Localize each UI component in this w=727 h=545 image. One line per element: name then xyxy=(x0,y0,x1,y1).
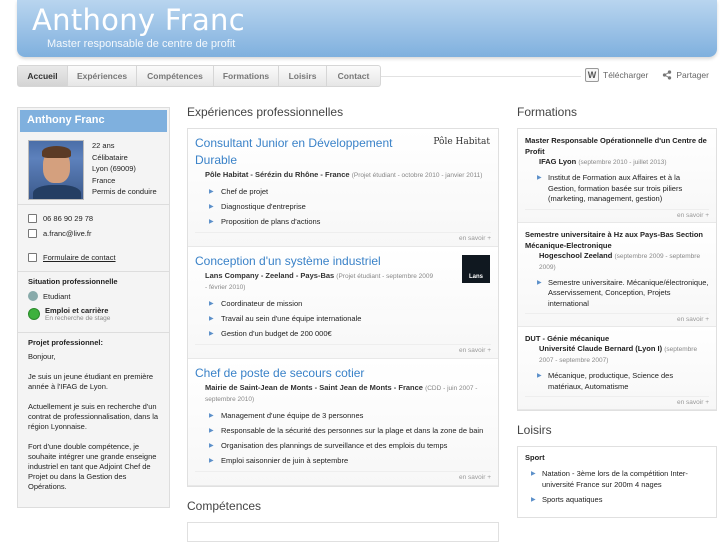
form-icon xyxy=(28,253,37,262)
right-column xyxy=(517,105,717,518)
task-item: ▶ Responsable de la sécurité des personnes sur la plage et dans la zone de bain xyxy=(209,426,491,436)
formation-title: Master Responsable Opérationnelle d'un Centre de Profit xyxy=(525,136,707,156)
formation-item xyxy=(518,327,716,410)
company-logo: Lans xyxy=(462,255,490,283)
more-link[interactable]: en savoir + xyxy=(525,396,709,406)
experience-company: Lans Company - Zeeland - Pays-Bas xyxy=(205,271,335,280)
situation-status: Etudiant xyxy=(43,291,71,301)
experience-item xyxy=(188,359,498,486)
job-title: Emploi et carrière xyxy=(45,306,109,315)
loisirs-category: Sport xyxy=(525,453,545,462)
profile-info xyxy=(84,140,157,200)
profile-license: Permis de conduire xyxy=(92,187,157,196)
task-item: ▶ Travail au sein d'une équipe internationale xyxy=(209,314,491,324)
email-icon xyxy=(28,229,37,238)
main-content xyxy=(187,105,499,542)
experiences-box xyxy=(187,128,499,487)
task-item: ▶ Chef de projet xyxy=(209,187,491,197)
task-item: ▶ Organisation des plannings de surveillance et des emplois du temps xyxy=(209,441,491,451)
contact-block xyxy=(18,205,169,271)
formation-dates: (septembre 2009 - septembre 2009) xyxy=(539,252,701,271)
profile-summary xyxy=(18,134,169,204)
experience-company: Mairie de Saint-Jean de Monts - Saint Jean de Monts - France xyxy=(205,383,423,392)
experience-title[interactable]: Conception d'un système industriel xyxy=(195,254,381,268)
projet-paragraph: Actuellement je suis en recherche d'un contrat de professionnalisation, dans la région Lyonnaise. xyxy=(28,402,159,431)
site-title: Anthony Franc xyxy=(32,3,245,37)
task-item: ▶ Proposition de plans d'actions xyxy=(209,217,491,227)
formation-school: Université Claude Bernard (Lyon I) xyxy=(539,344,663,353)
task-item: ▶ Coordinateur de mission xyxy=(209,299,491,309)
loisirs-box xyxy=(517,446,717,518)
experience-title[interactable]: Consultant Junior en Développement Durable xyxy=(195,136,393,167)
more-link[interactable]: en savoir + xyxy=(525,209,709,219)
loisir-item: ▶ Natation - 3ème lors de la compétition Inter-université France sur 200m 4 nages xyxy=(531,469,709,490)
projet-paragraph: Fort d'une double compétence, je souhaite intégrer une grande enseigne industriel en tant que Adjoint Chef de Projet ou dans la Gestion des Opérations. xyxy=(28,442,157,491)
profile-sidebar xyxy=(17,107,170,508)
projet-block xyxy=(18,333,169,507)
profile-country: France xyxy=(92,175,116,185)
share-link[interactable]: Partager xyxy=(676,70,709,80)
task-item: ▶ Gestion d'un budget de 200 000€ xyxy=(209,329,491,339)
phone-number: 06 86 90 29 78 xyxy=(43,214,94,223)
tab-experiences[interactable]: Expériences xyxy=(68,66,137,86)
formation-dates: (septembre 2007 - septembre 2007) xyxy=(539,346,698,364)
task-item: ▶ Diagnostique d'entreprise xyxy=(209,202,491,212)
person-icon xyxy=(28,291,38,301)
formation-point: ▶ Semestre universitaire. Mécanique/électronique, Asservissement, Conception, Projets international xyxy=(537,278,709,310)
situation-block xyxy=(18,272,169,332)
phone-icon xyxy=(28,214,37,223)
formation-point: ▶ Mécanique, productique, Science des matériaux, Automatisme xyxy=(537,371,709,392)
projet-heading: Projet professionnel: xyxy=(28,338,104,347)
tab-loisirs[interactable]: Loisirs xyxy=(279,66,327,86)
profile-city: Lyon (69009) xyxy=(92,164,136,173)
formation-dates: (septembre 2010 - juillet 2013) xyxy=(578,159,667,166)
formations-heading: Formations xyxy=(517,105,578,119)
site-subtitle: Master responsable de centre de profit xyxy=(47,38,236,50)
profile-title: Anthony Franc xyxy=(20,110,167,132)
email-address[interactable]: a.franc@live.fr xyxy=(43,229,92,238)
word-document-icon[interactable]: W xyxy=(585,68,599,82)
job-subtitle: En recherche de stage xyxy=(45,315,111,322)
competences-heading: Compétences xyxy=(187,499,262,513)
more-link[interactable]: en savoir + xyxy=(525,313,709,323)
more-link[interactable]: en savoir + xyxy=(195,232,491,242)
download-link[interactable]: Télécharger xyxy=(603,70,649,80)
loisir-item: ▶ Sports aquatiques xyxy=(531,495,709,506)
profile-status: Célibataire xyxy=(92,152,128,162)
experiences-heading: Expériences professionnelles xyxy=(187,105,344,119)
toolbar xyxy=(585,68,709,82)
projet-paragraph: Bonjour, xyxy=(28,352,56,361)
share-icon[interactable] xyxy=(662,70,672,80)
formation-item xyxy=(518,223,716,328)
experience-title[interactable]: Chef de poste de secours cotier xyxy=(195,366,365,380)
situation-heading: Situation professionnelle xyxy=(28,277,118,286)
experience-item xyxy=(188,129,498,247)
tab-contact[interactable]: Contact xyxy=(337,71,370,81)
task-item: ▶ Emploi saisonnier de juin à septembre xyxy=(209,456,491,466)
formation-school: Hogeschool Zeeland xyxy=(539,250,613,260)
more-link[interactable]: en savoir + xyxy=(195,471,491,481)
contact-form-link[interactable]: Formulaire de contact xyxy=(43,253,116,262)
experience-company: Pôle Habitat - Sérézin du Rhône - France xyxy=(205,170,350,179)
profile-age: 22 ans xyxy=(92,141,115,150)
experience-details: (CDD - juin 2007 - septembre 2010) xyxy=(205,385,478,403)
status-check-icon xyxy=(28,308,40,320)
tab-accueil[interactable]: Accueil xyxy=(18,66,68,86)
formation-item xyxy=(518,129,716,223)
nav-divider xyxy=(381,76,581,77)
company-logo: Pôle Habitat xyxy=(433,137,490,147)
main-nav xyxy=(17,65,381,87)
profile-card xyxy=(17,107,170,508)
more-link[interactable]: en savoir + xyxy=(195,344,491,354)
loisirs-heading: Loisirs xyxy=(517,423,552,437)
formation-title: DUT - Génie mécanique xyxy=(525,334,610,343)
experience-details: (Projet étudiant - octobre 2010 - janvier 2011) xyxy=(351,172,483,179)
header-banner xyxy=(17,0,717,57)
experience-item xyxy=(188,247,498,359)
projet-paragraph: Je suis un jeune étudiant en première année à l'IFAG de Lyon. xyxy=(28,372,154,391)
formation-point: ▶ Institut de Formation aux Affaires et à la Gestion, formation basée sur trois piliers (marketing, management, gestion) xyxy=(537,173,709,205)
tab-formations[interactable]: Formations xyxy=(214,66,279,86)
tab-competences[interactable]: Compétences xyxy=(137,66,214,86)
formation-school: IFAG Lyon xyxy=(539,157,577,166)
formation-title: Semestre universitaire à Hz aux Pays-Bas Section Mécanique-Electronique xyxy=(525,229,704,250)
task-item: ▶ Management d'une équipe de 3 personnes xyxy=(209,411,491,421)
competences-box xyxy=(187,522,499,542)
formations-box xyxy=(517,128,717,411)
experience-details: (Projet étudiant - septembre 2009 - février 2010) xyxy=(205,273,434,291)
profile-photo xyxy=(28,140,84,200)
